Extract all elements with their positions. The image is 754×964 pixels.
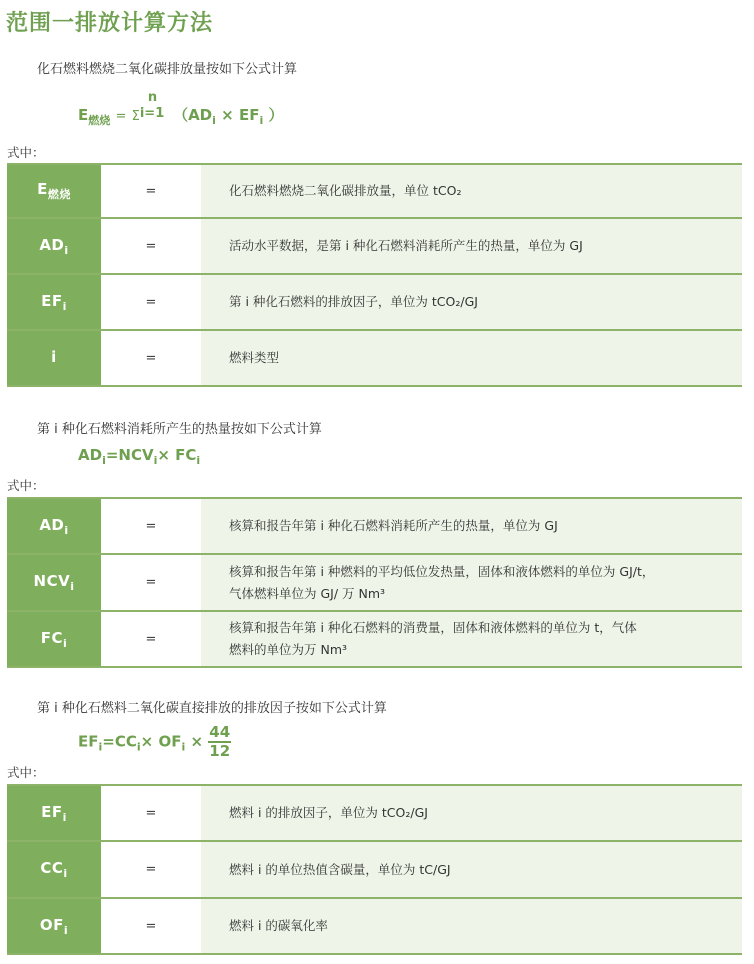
formula-open: （AD [173, 106, 213, 124]
table-row [7, 330, 742, 386]
equals-cell: = [101, 785, 201, 841]
description-cell: 活动水平数据，是第 i 种化石燃料消耗所产生的热量，单位为 GJ [201, 218, 742, 274]
formula-ncv: =NCV [105, 446, 154, 464]
fraction-denominator: 12 [209, 742, 231, 760]
description-cell: 第 i 种化石燃料的排放因子，单位为 tCO₂/GJ [201, 274, 742, 330]
formula-cc: =CC [102, 732, 137, 751]
equals-cell: = [101, 554, 201, 611]
section2-intro: 第 i 种化石燃料消耗所产生的热量按如下公式计算 [37, 422, 322, 437]
table-row [7, 841, 742, 898]
formula-sub1: i [98, 740, 103, 754]
formula-times: × [221, 106, 234, 124]
formula-sub1: i [212, 114, 216, 127]
where-label: 式中： [7, 145, 45, 160]
sigma-symbol: Σ [131, 109, 140, 124]
equals-cell: = [101, 841, 201, 898]
definition-table-1 [7, 163, 742, 387]
formula-eq: = [115, 109, 127, 124]
symbol-cell: $EF_i$ [7, 785, 101, 841]
symbol-cell: $AD_i$ [7, 218, 101, 274]
section1-intro: 化石燃料燃烧二氧化碳排放量按如下公式计算 [37, 62, 298, 77]
formula-sub3: i [196, 454, 201, 467]
formula-times: × [190, 732, 204, 751]
formula-lhs: E [78, 106, 89, 124]
description-cell: 核算和报告年第 i 种燃料的平均低位发热量，固体和液体燃料的单位为 GJ/t， 气体燃料单位为 GJ/ 万 Nm³ [201, 554, 742, 611]
where-label: 式中： [7, 765, 45, 780]
equals-cell: = [101, 218, 201, 274]
symbol-cell: $CC_i$ [7, 841, 101, 898]
description-cell: 燃料 i 的碳氧化率 [201, 898, 742, 954]
formula-ad: AD [78, 446, 103, 464]
symbol-cell: $EF_i$ [7, 274, 101, 330]
description-cell: 燃料类型 [201, 330, 742, 386]
formula-ef: EF [78, 732, 99, 751]
table-row [7, 785, 742, 841]
formula-of: × OF [140, 732, 182, 751]
symbol-cell: $AD_i$ [7, 498, 101, 554]
symbol-cell: $E_{燃烧}$ [7, 164, 101, 218]
fraction-numerator: 44 [209, 723, 231, 741]
sum-lower: i=1 [139, 106, 165, 121]
equals-cell: = [101, 274, 201, 330]
table-row [7, 274, 742, 330]
sum-limits [139, 90, 168, 124]
section3-formula [78, 725, 231, 759]
table-row [7, 611, 742, 667]
formula-sub3: i [181, 740, 186, 754]
table-row [7, 498, 742, 554]
fraction [208, 725, 231, 759]
table-row [7, 554, 742, 611]
page-title: 范围一排放计算方法 [6, 11, 214, 36]
formula-fc: × FC [157, 446, 197, 464]
table-row [7, 898, 742, 954]
description-cell: 燃料 i 的排放因子，单位为 tCO₂/GJ [201, 785, 742, 841]
formula-close: ） [268, 106, 284, 124]
section1-formula [78, 90, 284, 128]
section3-intro: 第 i 种化石燃料二氧化碳直接排放的排放因子按如下公式计算 [37, 701, 387, 716]
formula-sub1: i [102, 454, 106, 467]
equals-cell: = [101, 164, 201, 218]
description-cell: 燃料 i 的单位热值含碳量，单位为 tC/GJ [201, 841, 742, 898]
symbol-cell: $NCV_i$ [7, 554, 101, 611]
formula-sub2: i [153, 454, 158, 467]
description-cell: 核算和报告年第 i 种化石燃料的消费量，固体和液体燃料的单位为 t，气体 燃料的单位为万 Nm³ [201, 611, 742, 667]
symbol-cell: $OF_i$ [7, 898, 101, 954]
equals-cell: = [101, 330, 201, 386]
sum-upper: n [147, 90, 158, 105]
symbol-cell: $FC_i$ [7, 611, 101, 667]
symbol-cell: i [7, 330, 101, 386]
formula-ef: EF [238, 106, 260, 124]
definition-table-3 [7, 784, 742, 955]
description-cell: 化石燃料燃烧二氧化碳排放量，单位 tCO₂ [201, 164, 742, 218]
where-label: 式中： [7, 478, 45, 493]
formula-sub2: i [136, 740, 141, 754]
formula-lhs-sub: 燃烧 [88, 114, 111, 127]
equals-cell: = [101, 611, 201, 667]
table-row [7, 218, 742, 274]
section2-formula [78, 446, 200, 467]
formula-sub2: i [259, 114, 264, 127]
equals-cell: = [101, 498, 201, 554]
definition-table-2 [7, 497, 742, 668]
description-cell: 核算和报告年第 i 种化石燃料消耗所产生的热量，单位为 GJ [201, 498, 742, 554]
table-row [7, 164, 742, 218]
equals-cell: = [101, 898, 201, 954]
